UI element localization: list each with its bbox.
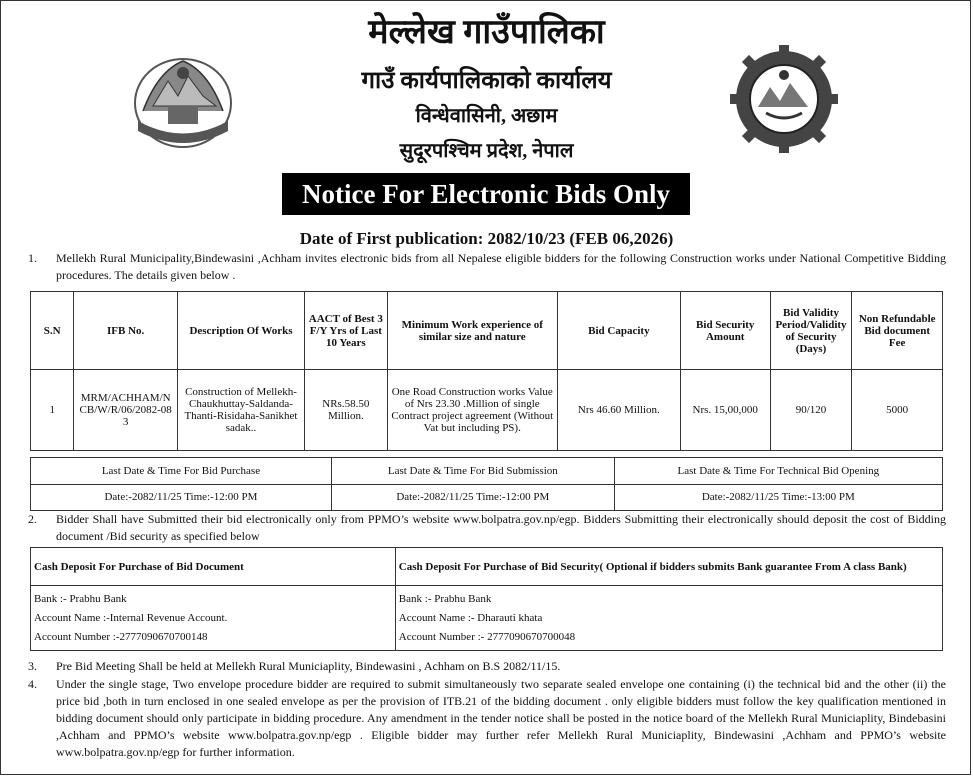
col-header: Bid Validity Period/Validity of Security (Days) <box>770 292 852 370</box>
bank-line: Bank :- Prabhu Bank <box>34 592 127 605</box>
col-header: S.N <box>31 292 74 370</box>
col-header: Minimum Work experience of similar size and nature <box>387 292 557 370</box>
col-header: Non Refundable Bid document Fee <box>852 292 943 370</box>
province-country: सुदूरपश्चिम प्रदेश, नेपाल <box>399 140 574 162</box>
paragraph-number: 4. <box>28 677 37 691</box>
table-row <box>31 370 943 451</box>
office-location: विन्धेवासिनी, अछाम <box>415 105 558 127</box>
cell-description: Construction of Mellekh-Chaukhuttay-Saldanda-Thanti-Risidaha-Sanikhet sadak.. <box>177 370 304 451</box>
col-header: Last Date & Time For Bid Submission <box>331 458 614 485</box>
notice-title: Notice For Electronic Bids Only <box>282 173 690 215</box>
table-header-row <box>31 292 943 370</box>
cell-submission-date: Date:-2082/11/25 Time:-12:00 PM <box>331 484 614 511</box>
letterhead <box>1 1 972 176</box>
paragraph-text: Bidder Shall have Submitted their bid electronically only from PPMO’s website www.bolpatra.gov.np/egp. Bidders Submitting their electronically should deposit the cost of Bidding document /Bid security as specified below <box>56 512 946 543</box>
dates-table <box>30 457 943 511</box>
cell-opening-date: Date:-2082/11/25 Time:-13:00 PM <box>614 484 942 511</box>
deposit-left-cell <box>31 586 396 651</box>
table-row <box>31 586 943 651</box>
cell-sn: 1 <box>31 370 74 451</box>
account-name-line: Account Name :- Dharauti khata <box>398 611 543 624</box>
table-row <box>31 484 943 511</box>
col-header: Description Of Works <box>177 292 304 370</box>
paragraph-text: Pre Bid Meeting Shall be held at Mellekh Rural Municiaplity, Bindewasini , Achham on B.S 2082/11/15. <box>56 659 561 673</box>
cell-bid-validity: 90/120 <box>770 370 852 451</box>
col-header: Last Date & Time For Technical Bid Opening <box>614 458 942 485</box>
cell-bid-security: Nrs. 15,00,000 <box>680 370 770 451</box>
paragraph-text: Under the single stage, Two envelope procedure bidder are required to submit simultaneously two separate sealed envelope one containing (i) the technical bid and the other (ii) the price bid ,both in turn enclosed in one sealed envelope as per the provision of ITB.21 of the bidding document . only eligible bidders must follow the key qualification mentioned in bidding document should only participate in bidding procedure. Any amendment in the tender notice shall be posted in the notice board of the Mellekh Rural Municiaplity, Bindebasini ,Achham and PPMO’s website www.bolpatra.gov.np/egp . Eligible bidder may further refer Mellekh Rural Municiaplity, Bindewasini ,Achham and PPMO’s website www.bolpatra.gov.np/egp for further information. <box>56 677 946 759</box>
paragraph-2 <box>28 511 946 545</box>
col-header: Bid Capacity <box>557 292 680 370</box>
account-number-line: Account Number :-2777090670700148 <box>34 630 208 643</box>
paragraph-3 <box>28 658 946 675</box>
publication-date: Date of First publication: 2082/10/23 (FEB 06,2026) <box>299 229 674 248</box>
col-header-bid-security: Cash Deposit For Purchase of Bid Security( Optional if bidders submits Bank guarantee From A class Bank) <box>395 548 942 586</box>
cell-experience: One Road Construction works Value of Nrs 23.30 .Million of single Contract project agreement (Without Vat but including PS). <box>387 370 557 451</box>
account-number-line: Account Number :- 2777090670700048 <box>398 630 576 643</box>
paragraph-text: Mellekh Rural Municipality,Bindewasini ,Achham invites electronic bids from all Nepalese eligible bidders for the following Construction works under National Competitive Bidding procedures. The details given below . <box>56 251 946 282</box>
paragraph-1 <box>28 250 946 284</box>
municipality-name: मेल्लेख गाउँपालिका <box>368 14 605 51</box>
col-header-bid-document: Cash Deposit For Purchase of Bid Document <box>31 548 396 586</box>
cell-purchase-date: Date:-2082/11/25 Time:-12:00 PM <box>31 484 332 511</box>
table-header-row <box>31 458 943 485</box>
paragraph-4 <box>28 676 946 761</box>
paragraph-number: 2. <box>28 512 37 526</box>
col-header: Bid Security Amount <box>680 292 770 370</box>
col-header: Last Date & Time For Bid Purchase <box>31 458 332 485</box>
deposit-right-cell <box>395 586 942 651</box>
cell-document-fee: 5000 <box>852 370 943 451</box>
table-header-row <box>31 548 943 586</box>
paragraph-number: 3. <box>28 659 37 673</box>
account-name-line: Account Name :-Internal Revenue Account. <box>34 611 228 624</box>
cell-ifb-no: MRM/ACHHAM/NCB/W/R/06/2082-083 <box>74 370 178 451</box>
col-header: IFB No. <box>74 292 178 370</box>
office-name: गाउँ कार्यपालिकाको कार्यालय <box>361 68 612 94</box>
deposit-table <box>30 547 943 651</box>
col-header: AACT of Best 3 F/Y Yrs of Last 10 Years <box>305 292 388 370</box>
cell-bid-capacity: Nrs 46.60 Million. <box>557 370 680 451</box>
bid-details-table <box>30 291 943 451</box>
cell-aact: NRs.58.50 Million. <box>305 370 388 451</box>
bank-line: Bank :- Prabhu Bank <box>398 592 492 605</box>
paragraph-number: 1. <box>28 251 37 265</box>
